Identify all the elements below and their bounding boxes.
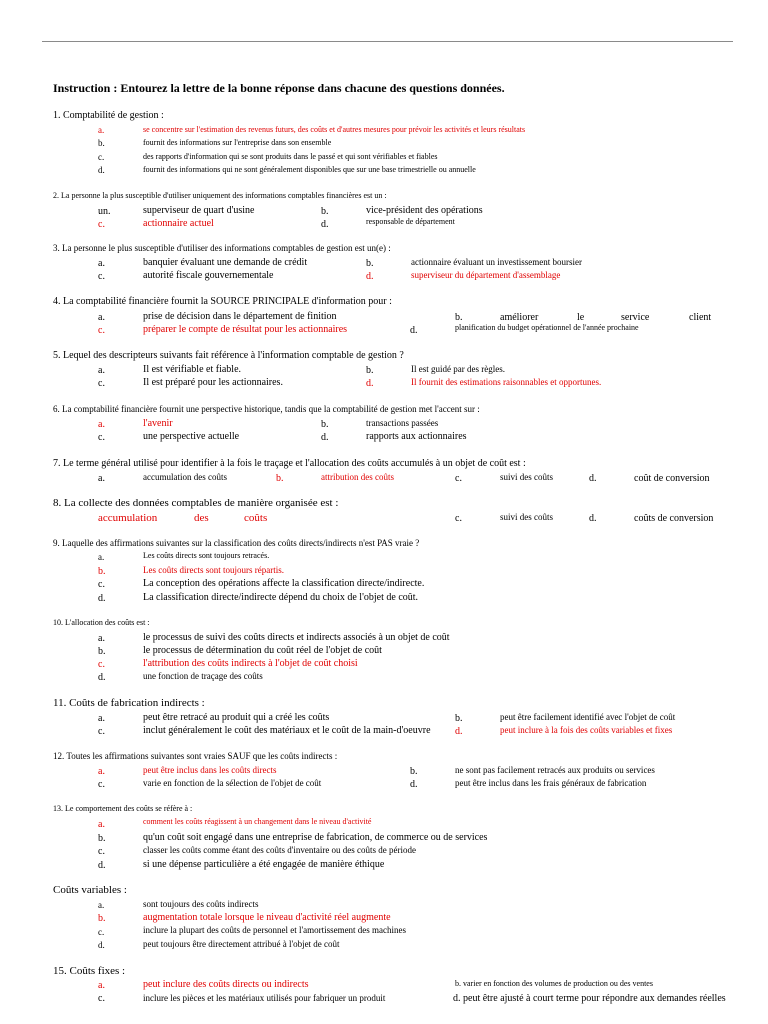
q4-c-option: préparer le compte de résultat pour les actionnaires <box>143 324 348 335</box>
q3-c-letter: c. <box>98 271 105 282</box>
q7-c-letter: c. <box>455 473 462 484</box>
q1-title: 1. Comptabilité de gestion : <box>53 110 164 121</box>
q2-d-option: responsable de département <box>366 217 455 226</box>
q11-b-letter: b. <box>455 713 463 724</box>
q13-b-option: qu'un coût soit engagé dans une entreprise de fabrication, de commerce ou de services <box>143 832 488 843</box>
q15-b-option: b. varier en fonction des volumes de production ou des ventes <box>455 979 653 988</box>
q1-d-option: fournit des informations qui ne sont généralement disponibles que sur une base trimestrielle ou annuelle <box>143 165 476 174</box>
q7-title: 7. Le terme général utilisé pour identifier à la fois le traçage et l'allocation des coûts accumulés à un objet de coût est : <box>53 458 526 469</box>
q10-c-option: l'attribution des coûts indirects à l'objet de coût choisi <box>143 658 358 669</box>
q9-c-option: La conception des opérations affecte la classification directe/indirecte. <box>143 578 425 589</box>
q12-b-option: ne sont pas facilement retracés aux produits ou services <box>455 765 655 775</box>
q2-a-letter: un. <box>98 206 111 217</box>
q13-a-letter: a. <box>98 819 105 830</box>
q15-d-option: d. peut être ajusté à court terme pour répondre aux demandes réelles <box>453 993 726 1004</box>
q5-a-letter: a. <box>98 365 105 376</box>
q6-b-letter: b. <box>321 419 329 430</box>
q12-title: 12. Toutes les affirmations suivantes sont vraies SAUF que les coûts indirects : <box>53 751 338 761</box>
q4-b-word-3: service <box>621 312 650 323</box>
q11-a-letter: a. <box>98 713 105 724</box>
q9-a-letter: a. <box>98 552 105 562</box>
q10-d-option: une fonction de traçage des coûts <box>143 671 263 681</box>
q3-a-letter: a. <box>98 258 105 269</box>
q2-title: 2. La personne la plus susceptible d'utiliser uniquement des informations comptables financières est un : <box>53 191 387 200</box>
q14-c-letter: c. <box>98 927 105 937</box>
q5-b-letter: b. <box>366 365 374 376</box>
q3-d-option: superviseur du département d'assemblage <box>411 270 561 280</box>
q9-d-letter: d. <box>98 593 106 604</box>
q4-d-option: planification du budget opérationnel de l'année prochaine <box>455 323 639 332</box>
q1-c-letter: c. <box>98 152 105 162</box>
q3-d-letter: d. <box>366 271 374 282</box>
q4-a-option: prise de décision dans le département de finition <box>143 311 337 322</box>
q12-d-letter: d. <box>410 779 418 790</box>
q8-d-option: coûts de conversion <box>634 513 714 524</box>
q11-b-option: peut être facilement identifié avec l'objet de coût <box>500 712 676 722</box>
q8-c-option: suivi des coûts <box>500 512 553 522</box>
q2-b-option: vice-président des opérations <box>366 205 483 216</box>
q5-d-letter: d. <box>366 378 374 389</box>
q11-c-option: inclut généralement le coût des matériaux et le coût de la main-d'oeuvre <box>143 725 431 736</box>
q6-d-option: rapports aux actionnaires <box>366 431 467 442</box>
q13-b-letter: b. <box>98 833 106 844</box>
q10-b-letter: b. <box>98 646 106 657</box>
q8-a-word-2: des <box>194 512 209 524</box>
q9-b-letter: b. <box>98 566 106 577</box>
q15-c-option: inclure les pièces et les matériaux utilisés pour fabriquer un produit <box>143 993 386 1003</box>
q2-a-option: superviseur de quart d'usine <box>143 205 255 216</box>
q4-b-word-4: client <box>689 312 712 323</box>
q6-c-option: une perspective actuelle <box>143 431 240 442</box>
q7-b-letter: b. <box>276 473 284 484</box>
q9-b-option: Les coûts directs sont toujours répartis. <box>143 565 284 575</box>
q1-b-option: fournit des informations sur l'entreprise dans son ensemble <box>143 138 332 147</box>
q10-title: 10. L'allocation des coûts est : <box>53 618 150 627</box>
q5-a-option: Il est vérifiable et fiable. <box>143 364 242 375</box>
q14-b-option: augmentation totale lorsque le niveau d'activité réel augmente <box>143 912 391 923</box>
q7-a-letter: a. <box>98 473 105 484</box>
q5-d-option: Il fournit des estimations raisonnables et opportunes. <box>411 377 602 387</box>
q5-b-option: Il est guidé par des règles. <box>411 364 505 374</box>
q6-b-option: transactions passées <box>366 418 439 428</box>
q9-c-letter: c. <box>98 579 105 590</box>
q10-a-letter: a. <box>98 633 105 644</box>
q1-c-option: des rapports d'information qui se sont produits dans le passé et qui sont vérifiables et fiables <box>143 152 438 161</box>
q7-d-letter: d. <box>589 473 597 484</box>
q6-a-letter: a. <box>98 419 105 430</box>
q4-d-letter: d. <box>410 325 418 336</box>
q14-c-option: inclure la plupart des coûts de personnel et l'amortissement des machines <box>143 925 407 935</box>
q10-c-letter: c. <box>98 659 105 670</box>
q9-title: 9. Laquelle des affirmations suivantes sur la classification des coûts directs/indirects n'est PAS vraie ? <box>53 538 420 548</box>
q8-a-word-1: accumulation <box>98 512 158 524</box>
q11-d-letter: d. <box>455 726 463 737</box>
q6-title: 6. La comptabilité financière fournit une perspective historique, tandis que la comptabilité de gestion met l'accent sur : <box>53 404 480 414</box>
q4-title: 4. La comptabilité financière fournit la SOURCE PRINCIPALE d'information pour : <box>53 296 392 307</box>
q12-c-option: varie en fonction de la sélection de l'objet de coût <box>143 778 322 788</box>
q15-c-letter: c. <box>98 993 105 1004</box>
q12-d-option: peut être inclus dans les frais généraux de fabrication <box>455 778 647 788</box>
q13-d-letter: d. <box>98 860 106 871</box>
q6-c-letter: c. <box>98 432 105 443</box>
q6-d-letter: d. <box>321 432 329 443</box>
q3-b-option: actionnaire évaluant un investissement boursier <box>411 257 582 267</box>
q4-c-letter: c. <box>98 325 105 336</box>
q7-d-option: coût de conversion <box>634 473 710 484</box>
q9-a-option: Les coûts directs sont toujours retracés. <box>143 551 270 560</box>
instruction: Instruction : Entourez la lettre de la bonne réponse dans chacune des questions données. <box>53 81 505 95</box>
q11-d-option: peut inclure à la fois des coûts variables et fixes <box>500 725 673 735</box>
top-rule <box>42 41 733 42</box>
q12-c-letter: c. <box>98 779 105 790</box>
q12-a-letter: a. <box>98 766 105 777</box>
q1-d-letter: d. <box>98 165 105 175</box>
q13-c-option: classer les coûts comme étant des coûts d'inventaire ou des coûts de période <box>143 845 417 855</box>
q11-c-letter: c. <box>98 726 105 737</box>
q12-b-letter: b. <box>410 766 418 777</box>
q6-a-option: l'avenir <box>143 418 173 429</box>
q14-a-letter: a. <box>98 900 105 910</box>
q4-a-letter: a. <box>98 312 105 323</box>
q10-b-option: le processus de détermination du coût réel de l'objet de coût <box>143 645 382 656</box>
q5-c-option: Il est préparé pour les actionnaires. <box>143 377 283 388</box>
q14-d-letter: d. <box>98 940 105 950</box>
q2-d-letter: d. <box>321 219 329 230</box>
q2-b-letter: b. <box>321 206 329 217</box>
q4-b-word-2: le <box>577 312 585 323</box>
q14-title: Coûts variables : <box>53 884 127 896</box>
q14-d-option: peut toujours être directement attribué à l'objet de coût <box>143 939 340 949</box>
q15-title: 15. Coûts fixes : <box>53 965 126 977</box>
q7-a-option: accumulation des coûts <box>143 472 227 482</box>
q3-c-option: autorité fiscale gouvernementale <box>143 270 274 281</box>
q3-a-option: banquier évaluant une demande de crédit <box>143 257 308 268</box>
q8-c-letter: c. <box>455 513 462 524</box>
q5-c-letter: c. <box>98 378 105 389</box>
q3-title: 3. La personne le plus susceptible d'utiliser des informations comptables de gestion est un(e) : <box>53 243 391 253</box>
q11-title: 11. Coûts de fabrication indirects : <box>53 697 205 709</box>
q12-a-option: peut être inclus dans les coûts directs <box>143 765 277 775</box>
q8-title: 8. La collecte des données comptables de manière organisée est : <box>53 497 339 509</box>
q13-d-option: si une dépense particulière a été engagée de manière éthique <box>143 859 385 870</box>
q8-a-word-3: coûts <box>244 512 268 524</box>
q7-b-option: attribution des coûts <box>321 472 394 482</box>
q9-d-option: La classification directe/indirecte dépend du choix de l'objet de coût. <box>143 592 419 603</box>
q13-c-letter: c. <box>98 846 105 857</box>
q13-title: 13. Le comportement des coûts se réfère à : <box>53 804 193 813</box>
q2-c-option: actionnaire actuel <box>143 218 214 229</box>
q11-a-option: peut être retracé au produit qui a créé les coûts <box>143 712 330 723</box>
q1-a-letter: a. <box>98 125 105 135</box>
q15-a-letter: a. <box>98 980 105 991</box>
q5-title: 5. Lequel des descripteurs suivants fait référence à l'information comptable de gestion ? <box>53 350 404 361</box>
q10-d-letter: d. <box>98 672 106 683</box>
q14-a-option: sont toujours des coûts indirects <box>143 899 259 909</box>
q1-b-letter: b. <box>98 138 105 148</box>
q2-c-letter: c. <box>98 219 105 230</box>
q14-b-letter: b. <box>98 913 106 924</box>
q10-a-option: le processus de suivi des coûts directs et indirects associés à un objet de coût <box>143 632 450 643</box>
q8-d-letter: d. <box>589 513 597 524</box>
q1-a-option: se concentre sur l'estimation des revenus futurs, des coûts et d'autres mesures pour prévoir les activités et leurs résultats <box>143 125 526 134</box>
q15-a-option: peut inclure des coûts directs ou indirects <box>143 979 309 990</box>
q13-a-option: comment les coûts réagissent à un changement dans le niveau d'activité <box>143 817 372 826</box>
q4-b-letter: b. <box>455 312 463 323</box>
q4-b-word-1: améliorer <box>500 312 539 323</box>
q3-b-letter: b. <box>366 258 374 269</box>
q7-c-option: suivi des coûts <box>500 472 553 482</box>
